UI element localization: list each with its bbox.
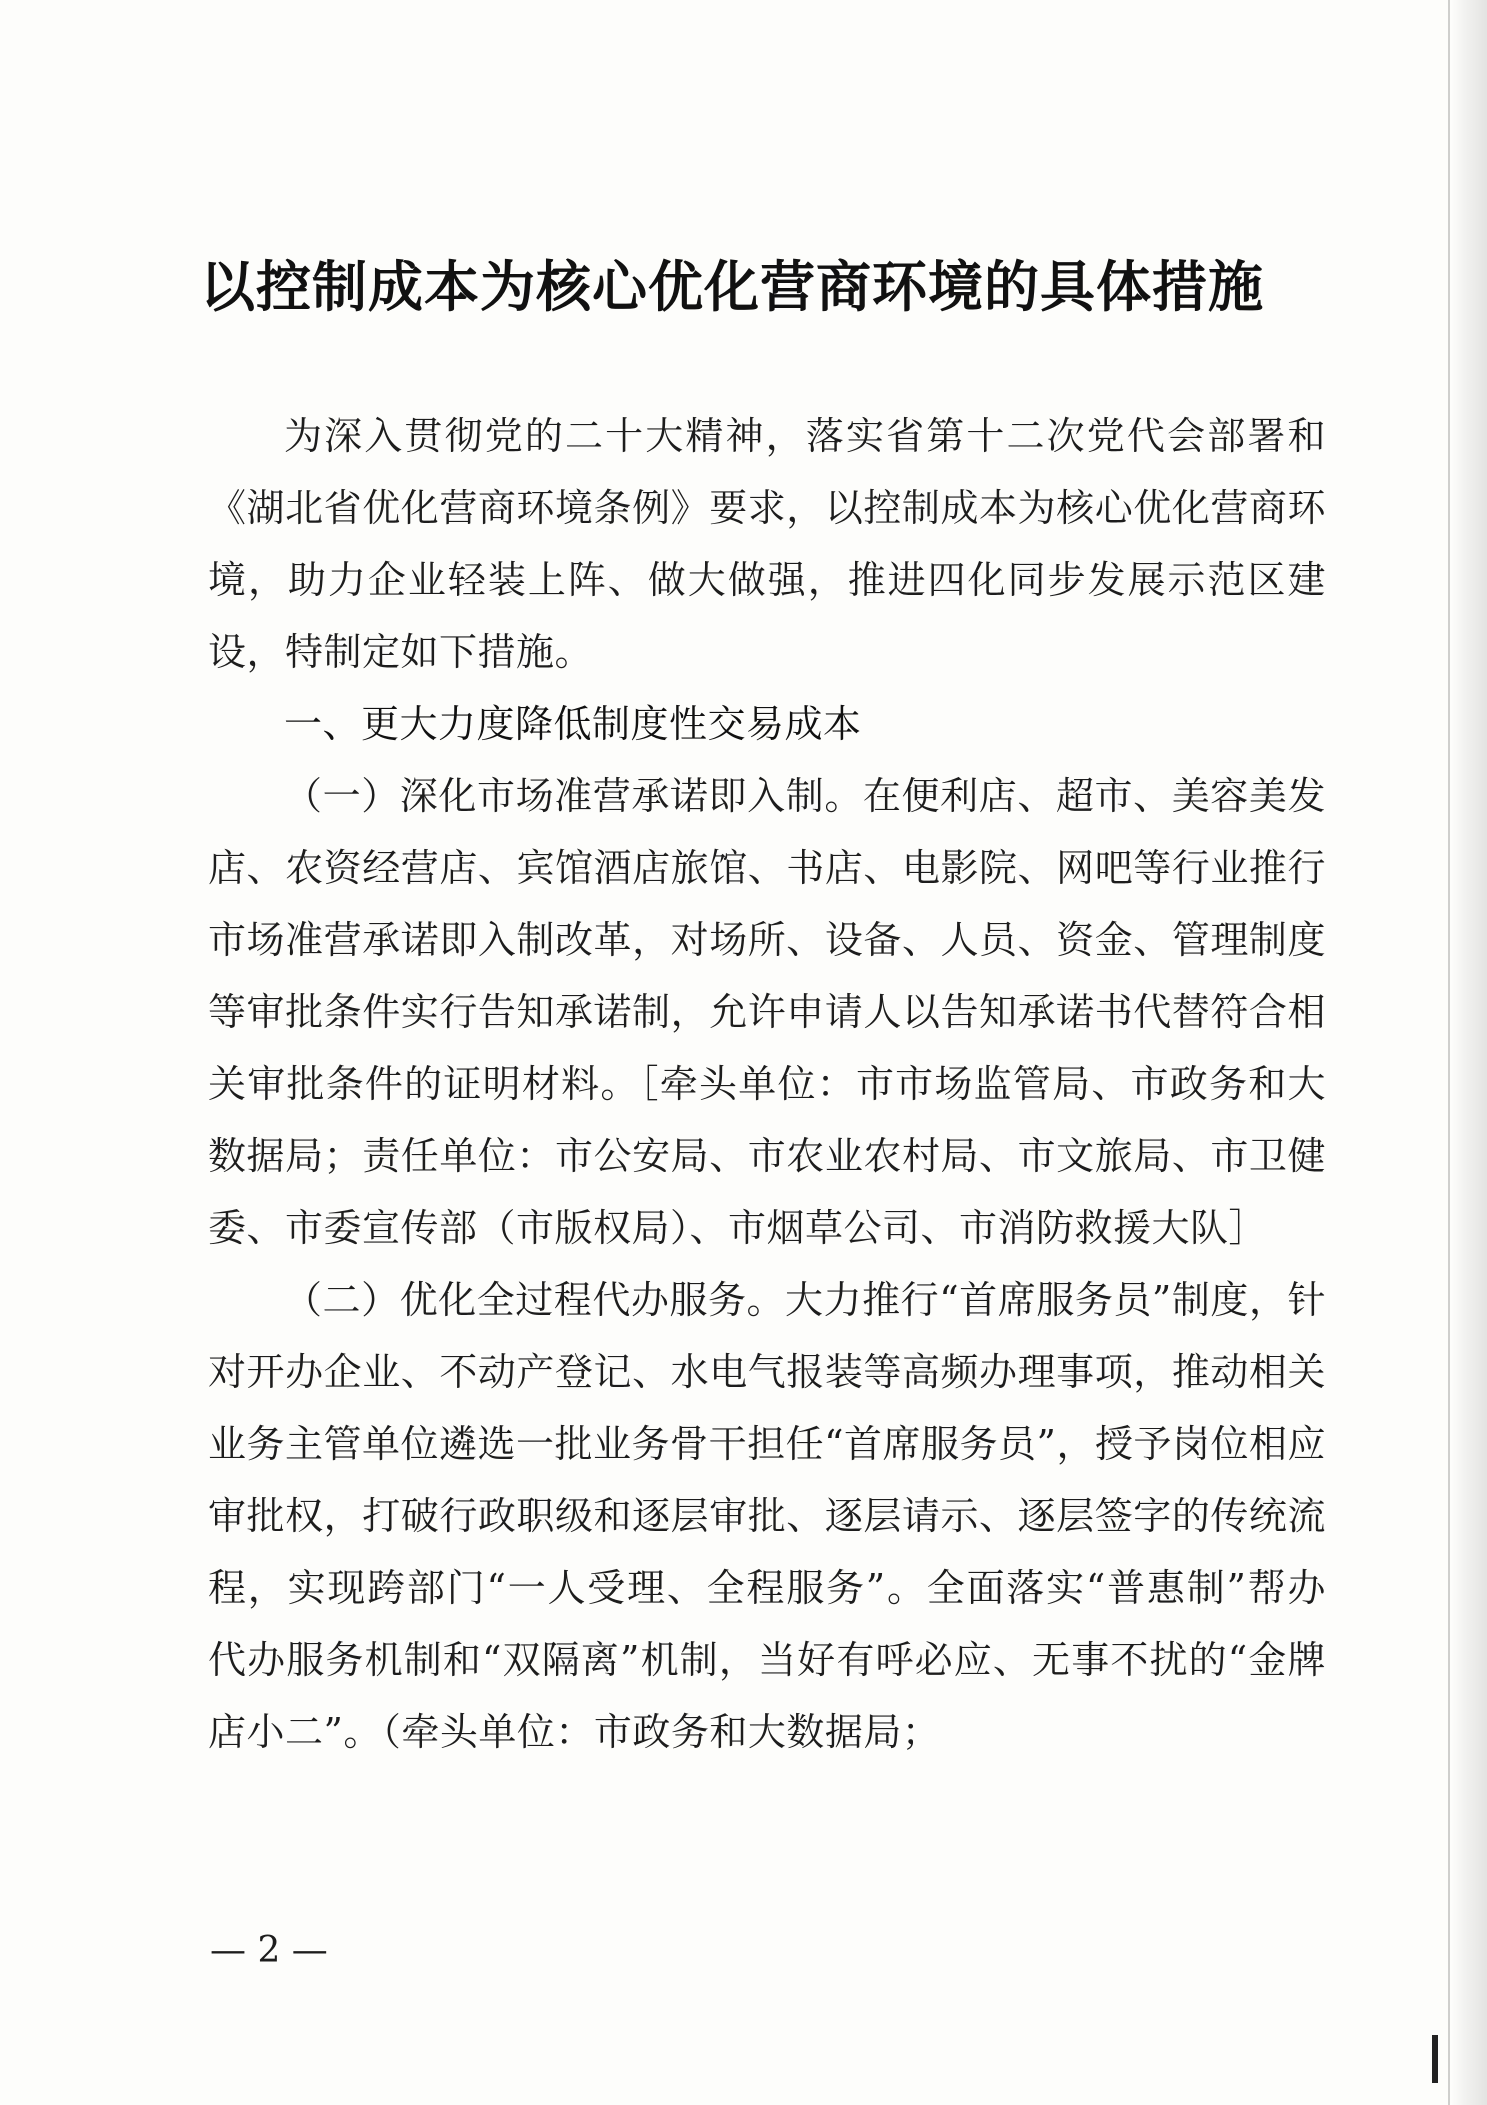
intro-paragraph: 为深入贯彻党的二十大精神，落实省第十二次党代会部署和《湖北省优化营商环境条例》要求，以控制成本为核心优化营商环境，助力企业轻装上阵、做大做强，推进四化同步发展示范区建设，特制定如下措施。	[208, 414, 1326, 674]
item-paragraph: （一）深化市场准营承诺即入制。在便利店、超市、美容美发店、农资经营店、宾馆酒店旅馆、书店、电影院、网吧等行业推行市场准营承诺即入制改革，对场所、设备、人员、资金、管理制度等审批条件实行告知承诺制，允许申请人以告知承诺书代替符合相关审批条件的证明材料。［牵头单位：市市场监管局、市政务和大数据局；责任单位：市公安局、市农业农村局、市文旅局、市卫健委、市委宣传部（市版权局）、市烟草公司、市消防救援大队］	[208, 774, 1326, 1250]
scan-edge-shadow	[1451, 0, 1487, 2105]
document-body	[208, 400, 1326, 1768]
section-heading: 一、更大力度降低制度性交易成本	[284, 702, 862, 746]
scan-edge-mark	[1432, 2035, 1438, 2083]
scan-edge-line	[1448, 0, 1450, 2105]
page-number: — 2 —	[210, 1930, 328, 1971]
document-title: 以控制成本为核心优化营商环境的具体措施	[200, 254, 1265, 319]
item-paragraph: （二）优化全过程代办服务。大力推行“首席服务员”制度，针对开办企业、不动产登记、水电气报装等高频办理事项，推动相关业务主管单位遴选一批业务骨干担任“首席服务员”，授予岗位相应审批权，打破行政职级和逐层审批、逐层请示、逐层签字的传统流程，实现跨部门“一人受理、全程服务”。全面落实“普惠制”帮办代办服务机制和“双隔离”机制，当好有呼必应、无事不扰的“金牌店小二”。（牵头单位：市政务和大数据局；	[208, 1278, 1326, 1754]
